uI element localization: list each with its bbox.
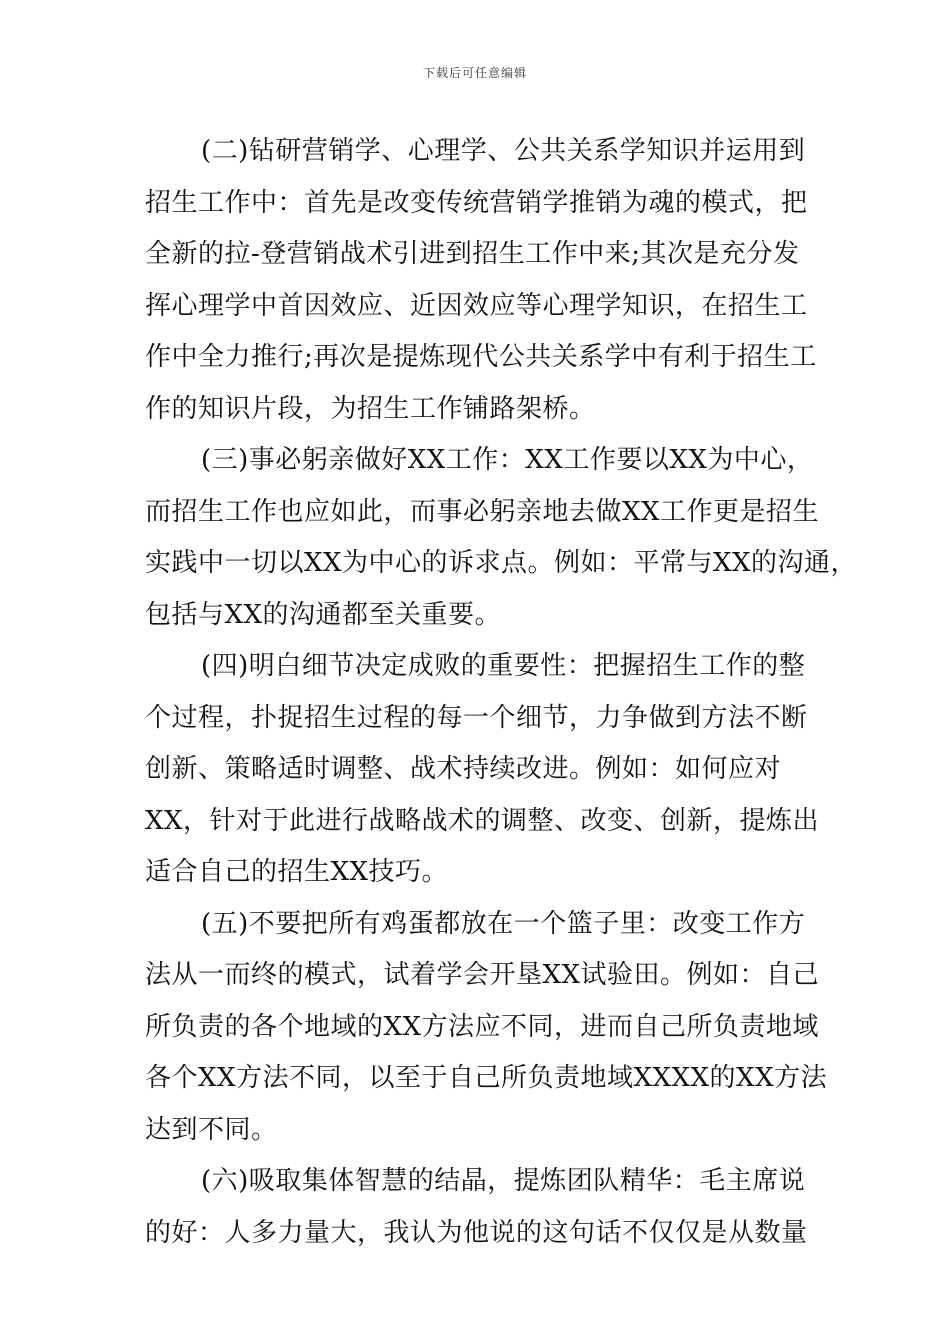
text-line: XX，针对于此进行战略战术的调整、改变、创新，提炼出 bbox=[145, 805, 820, 836]
paragraph-2-heading-line: (二)钻研营销学、心理学、公共关系学知识并运用到 bbox=[201, 136, 806, 166]
text-line: 的好：人多力量大，我认为他说的这句话不仅仅是从数量 bbox=[145, 1217, 808, 1248]
text-line: 而招生工作也应如此，而事必躬亲地去做XX工作更是招生 bbox=[145, 496, 820, 527]
paragraph-5-heading-line: (五)不要把所有鸡蛋都放在一个篮子里：改变工作方 bbox=[201, 908, 806, 939]
paragraph-3-heading-line: (三)事必躬亲做好XX工作：XX工作要以XX为中心， bbox=[201, 445, 814, 475]
document-body bbox=[145, 126, 858, 1259]
text-line: 达到不同。 bbox=[145, 1114, 278, 1145]
text-line: 法从一而终的模式，试着学会开垦XX试验田。例如：自己 bbox=[145, 960, 820, 990]
text-line: 实践中一切以XX为中心的诉求点。例如：平常与XX的沟通， bbox=[145, 548, 858, 578]
paragraph-4-heading-line: (四)明白细节决定成败的重要性：把握招生工作的整 bbox=[201, 651, 806, 681]
text-line: 创新、策略适时调整、战术持续改进。例如：如何应对 bbox=[145, 754, 782, 784]
text-line: 适合自己的招生XX技巧。 bbox=[145, 857, 449, 887]
page-header: 下载后可任意编辑 bbox=[422, 66, 527, 80]
text-line: 所负责的各个地域的XX方法应不同，进而自己所负责地域 bbox=[145, 1011, 820, 1042]
text-line: 挥心理学中首因效应、近因效应等心理学知识，在招生工 bbox=[145, 290, 808, 321]
text-line: 招生工作中：首先是改变传统营销学推销为魂的模式，把 bbox=[145, 187, 808, 218]
text-line: 作的知识片段，为招生工作铺路架桥。 bbox=[145, 393, 596, 424]
text-line: 作中全力推行;再次是提炼现代公共关系学中有利于招生工 bbox=[145, 342, 817, 372]
paragraph-6-heading-line: (六)吸取集体智慧的结晶，提炼团队精华：毛主席说 bbox=[201, 1166, 806, 1196]
text-line: 包括与XX的沟通都至关重要。 bbox=[145, 599, 502, 630]
text-line: 各个XX方法不同，以至于自己所负责地域XXXX的XX方法 bbox=[145, 1063, 828, 1093]
text-line: 全新的拉-登营销战术引进到招生工作中来;其次是充分发 bbox=[145, 239, 800, 269]
text-line: 个过程，扑捉招生过程的每一个细节，力争做到方法不断 bbox=[145, 702, 808, 733]
